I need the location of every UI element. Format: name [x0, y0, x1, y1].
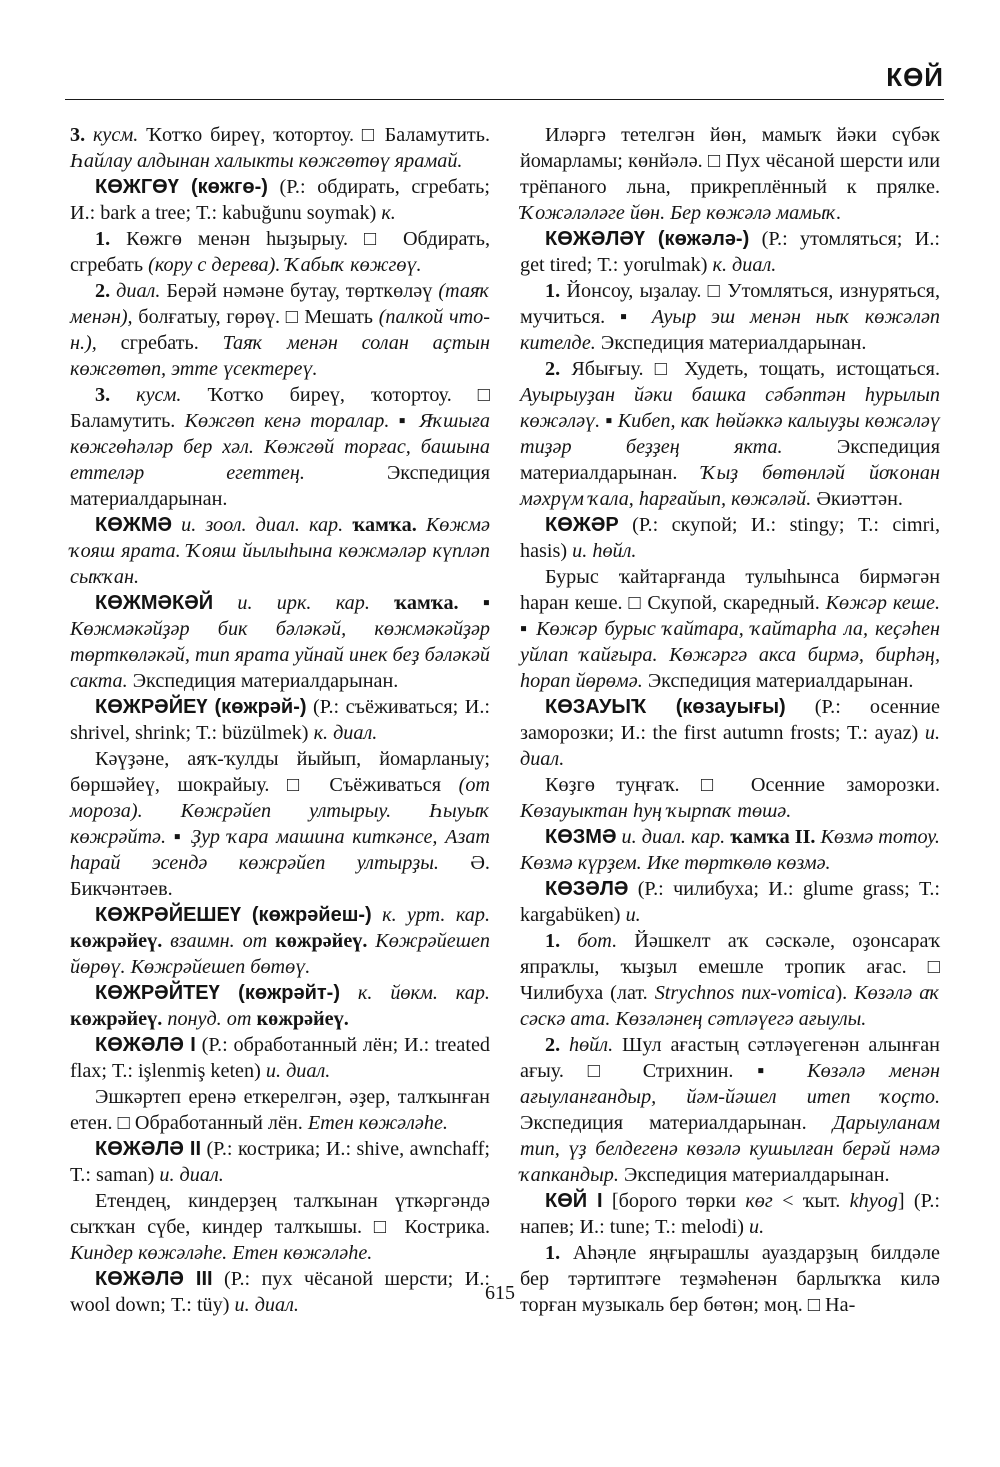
entry-text: ▪: [600, 410, 618, 432]
dictionary-entry: [520, 122, 940, 226]
entry-text: к. диал.: [712, 254, 777, 276]
entry-text: Көжмә ҡояш ярата. Ҡояш йылыһына көжмәләр күпләп сыҡҡан.: [70, 514, 491, 588]
dictionary-entry: [520, 564, 940, 694]
entry-text: Көжәр кеше.: [825, 592, 940, 614]
entry-text: Иләргә тетелгән йөн, мамыҡ йәки сүбәк йомарламы; көнйәлә. □ Пух чёсаной шерсти или трёпаного льна, прикреплённый к прялке.: [520, 124, 940, 198]
dictionary-entry: [70, 746, 490, 902]
entry-text: 3.: [70, 124, 93, 146]
entry-text: Ҡотҡо биреү, ҡотортоу. □ Баламутить.: [70, 384, 491, 432]
entry-headword: КӨЖРӘЙЕШЕҮ (көжрәйеш-): [95, 904, 372, 926]
entry-text: Көзауыктан һуң ҡырпаҡ төшә.: [520, 800, 792, 822]
entry-text: (Р.: пух чёсаной шерсти; И.: wool down; Т.: tüy): [70, 1268, 490, 1316]
entry-text: Етен көжәләһе.: [307, 1112, 448, 1134]
entry-text: 3.: [95, 384, 137, 406]
entry-text: khyog: [849, 1190, 898, 1212]
entry-text: и. диал.: [159, 1164, 224, 1186]
entry-text: Көжмәкәйҙәр бик бәләкәй, көжмәкәйҙәр төрткөләкәй, тип ярата уйнай инек беҙ бәләкәй сакта.: [70, 618, 490, 692]
entry-headword: КӨЖӘР: [545, 514, 619, 536]
dictionary-entry: [520, 278, 940, 356]
entry-text: ҡамҡа.: [343, 514, 417, 536]
entry-text: Экспедиция материалдарынан.: [618, 1164, 890, 1186]
entry-text: Strychnos nux-vomica: [654, 982, 836, 1004]
entry-text: ҡамҡа II.: [725, 826, 816, 848]
entry-text: (палкой что-н.),: [70, 306, 490, 354]
entry-text: взаимн. от: [162, 930, 268, 952]
dictionary-entry: [520, 876, 940, 928]
entry-text: Ауырыуҙан йәки башка сәбәптән һурылып көжәләү.: [520, 384, 940, 432]
entry-headword: КӨЖМӘ: [95, 514, 173, 536]
dictionary-entry: [70, 590, 490, 694]
dictionary-entry: [520, 928, 940, 1032]
entry-text: Экспедиция материалдарынан.: [595, 332, 867, 354]
entry-text: и. зоол. диал. кар.: [172, 514, 344, 536]
entry-text: Ҙур ҡара машина киткәнсе, Азат һарай эсендә көжрәйеп ултырҙы.: [70, 826, 490, 874]
entry-text: диал.: [116, 280, 161, 302]
entry-text: Ә. Бикчәнтәев.: [70, 852, 490, 900]
entry-headword: КӨЖРӘЙЕҮ (көжрәй-): [95, 696, 307, 718]
entry-text: Аһәңле яңғырашлы ауаздарҙың билдәле бер тәртиптәге теҙмәһенән барлыҡҡа килә торған музыкаль бер бөтөн; моң. □ На-: [520, 1242, 940, 1316]
entry-text: ▪: [520, 618, 537, 640]
dictionary-entry: [520, 824, 940, 876]
entry-text: Ҡожәләләге йөн. Бер көжәлә мамыҡ.: [520, 202, 842, 224]
dictionary-entry: [70, 174, 490, 226]
entry-text: 1.: [545, 280, 567, 302]
entry-text: Киндер көжәләһе. Етен көжәләһе.: [70, 1242, 373, 1264]
entry-text: (Р.: кострика; И.: shive, awnchaff; Т.: saman): [70, 1138, 490, 1186]
entry-text: Кибеп, каҡ һөйәккә калыуҙы көжәләү тиҙәр беҙҙең якта.: [520, 410, 940, 458]
dictionary-entry: [520, 356, 940, 512]
entry-text: Көжгө менән һыҙырыу. □ Обдирать, сгребать: [70, 228, 490, 276]
entry-text: < ҡыт.: [772, 1190, 850, 1212]
entry-text: Көжрәйешеп йөрөү. Көжрәйешеп бөтөү.: [70, 930, 490, 978]
entry-text: (Р.: скупой; И.: stingy; Т.: cimri, hasis): [520, 514, 940, 562]
entry-headword: КӨЙ I: [545, 1190, 603, 1212]
dictionary-entry: [520, 1188, 940, 1240]
dictionary-entry: [520, 1240, 940, 1318]
entry-text: 1.: [545, 1242, 573, 1264]
entry-text: Яҡшыға көжгөһәләр бер хәл. Көжгөй торғас, башына еттеләр егеттең.: [70, 410, 490, 484]
entry-headword: КӨЖГӨҮ (көжгө-): [95, 176, 268, 198]
dictionary-entry: [70, 226, 490, 278]
dictionary-entry: [520, 226, 940, 278]
entry-text: Экспедиция материалдарынан.: [520, 436, 940, 484]
entry-headword: КӨЖМӘКӘЙ: [95, 592, 214, 614]
running-head: КӨЙ: [886, 62, 944, 92]
entry-text: и.: [749, 1216, 765, 1238]
entry-text: и. диал. кар.: [616, 826, 726, 848]
dictionary-entry: [70, 278, 490, 382]
dictionary-entry: [70, 980, 490, 1032]
entry-text: көжрәйеү.: [267, 930, 368, 952]
entry-text: Ҡотҡо биреү, ҡотортоу. □ Баламутить.: [138, 124, 490, 146]
entry-text: (от мороза). Көжрәйеп ултырыу. Һыуыҡ көжрәйтә.: [70, 774, 490, 848]
entry-text: кусм.: [92, 124, 139, 146]
dictionary-entry: [70, 1136, 490, 1188]
entry-text: Көзәлә менән ағыуланғандыр, йәм-йәшел итеп ҡоҫто.: [520, 1060, 940, 1108]
entry-text: Ябығыу. □ Худеть, тощать, истощаться.: [571, 358, 941, 380]
entry-text: к.: [381, 202, 396, 224]
entry-text: и. һөйл.: [572, 540, 637, 562]
entry-text: 1.: [545, 930, 578, 952]
entry-text: ▪: [458, 592, 491, 614]
entry-text: к. диал.: [313, 722, 378, 744]
entry-text: [борого төрки: [602, 1190, 746, 1212]
entry-text: ).: [835, 982, 855, 1004]
entry-text: ▪: [389, 410, 420, 432]
entry-text: Ҡыҙ бөтөнләй йоҡонан мәхрүм ҡала, һарғайып, көжәләй.: [520, 462, 940, 510]
page-number: 615: [485, 1282, 515, 1304]
entry-headword: КӨЖӘЛӘҮ (көжәлә-): [545, 228, 750, 250]
entry-text: понуд. от: [162, 1008, 252, 1030]
entry-text: Көзмә тотоу. Көзмә күрҙем. Ике төрткөлө көзмә.: [520, 826, 940, 874]
dictionary-entry: [70, 382, 490, 512]
entry-text: Һайлау алдынан халыкты көжгөтөү ярамай.: [70, 150, 463, 172]
entry-text: болғатыу, гөрөү. □ Мешать: [132, 306, 379, 328]
entry-text: ] (Р.: напев; И.: tune; Т.: melodi): [520, 1190, 940, 1238]
entry-text: бот.: [577, 930, 618, 952]
entry-headword: КӨЗӘЛӘ: [545, 878, 629, 900]
entry-text: и. диал.: [520, 722, 940, 770]
entry-text: Экспедиция материалдарынан.: [127, 670, 399, 692]
entry-text: Экспедиция материалдарынан.: [70, 462, 490, 510]
entry-text: к. урт. кар.: [371, 904, 490, 926]
left-column: [70, 122, 490, 1318]
entry-text: Шул ағастың сәтләүегенән алынған ағыу. □ Стрихнин. ▪: [520, 1034, 940, 1082]
dictionary-entry: [70, 122, 490, 174]
entry-text: (Р.: чилибуха; И.: glume grass; Т.: kargabüken): [520, 878, 940, 926]
entry-text: Бурыс ҡайтарғанда тулыһынса бирмәгән һаран кеше. □ Скупой, скаредный.: [520, 566, 940, 614]
entry-text: (Р.: утомляться; И.: get tired; Т.: yorulmak): [520, 228, 940, 276]
entry-text: Көзәлә аҡ сәскә ата. Көзәләнең сәтләүегә ағыулы.: [520, 982, 940, 1030]
entry-text: Экспедиция материалдарынан.: [520, 1112, 833, 1134]
entry-text: Кәүҙәне, аяҡ-ҡулды йыйып, йомарланыу; бөршәйеү, шокрайыу. □ Съёживаться: [70, 748, 490, 796]
entry-text: (кору с дерева). Ҡабыҡ көжгөү.: [148, 254, 422, 276]
entry-text: Ауыр эш менән ныҡ көжәләп кителде.: [520, 306, 940, 354]
dictionary-entry: [520, 1032, 940, 1188]
entry-text: Берәй нәмәне бутау, төрткөләү: [160, 280, 439, 302]
entry-text: ▪: [166, 826, 192, 848]
entry-text: көжрәйеү.: [70, 1008, 163, 1030]
entry-text: һөйл.: [568, 1034, 614, 1056]
entry-headword: КӨЖӘЛӘ I: [95, 1034, 196, 1056]
entry-text: көг: [745, 1190, 773, 1212]
dictionary-entry: [520, 694, 940, 772]
entry-text: и. ирк. кар.: [213, 592, 370, 614]
entry-text: көжрәйеү.: [251, 1008, 349, 1030]
dictionary-entry: [70, 902, 490, 980]
entry-text: Экспедиция материалдарынан.: [642, 670, 914, 692]
entry-text: Көжәр бурыс ҡайтара, ҡайтарһа ла, кеҫәһен уйлап ҡайғыра. Көжәргә акса бирмә, бирһәң, һорап йөрөмә.: [520, 618, 940, 692]
header-rule: [65, 99, 944, 100]
entry-text: Дарыуланам тип, үҙ белдегенә көзәлә кушылған берәй нәмә ҡапкандыр.: [520, 1112, 940, 1186]
entry-headword: КӨЖРӘЙТЕҮ (көжрәйт-): [95, 982, 340, 1004]
entry-text: Көҙгө туңғаҡ. □ Осенние заморозки.: [545, 774, 940, 796]
dictionary-entry: [70, 512, 490, 590]
dictionary-entry: [70, 694, 490, 746]
entry-text: Әкиәттән.: [811, 488, 903, 510]
entry-text: 2.: [545, 1034, 569, 1056]
entry-text: Таяҡ менән солан аҫтын көжгөтөп, этте үсектереү.: [70, 332, 490, 380]
entry-text: Етендең, киндерҙең талҡынан үткәргәндә сыҡҡан сүбе, киндер талҡышы. □ Кострика.: [70, 1190, 490, 1238]
dictionary-entry: [70, 1084, 490, 1136]
entry-text: Эшкәртеп еренә еткерелгән, әҙер, талҡынған етен. □ Обработанный лён.: [70, 1086, 490, 1134]
entry-text: (Р.: осенние заморозки; И.: the first autumn frosts; Т.: ayaz): [520, 696, 940, 744]
entry-text: и. диал.: [234, 1294, 299, 1316]
entry-text: к. йөкм. кар.: [340, 982, 490, 1004]
entry-text: Йәшкелт аҡ сәскәле, оҙонсараҡ япраҡлы, ҡыҙыл емешле тропик ағас. □ Чилибуха (лат.: [520, 930, 940, 1004]
entry-text: 2.: [95, 280, 117, 302]
entry-headword: КӨЗАУЫҠ (көзауығы): [545, 696, 786, 718]
entry-text: 2.: [545, 358, 572, 380]
entry-headword: КӨЗМӘ: [545, 826, 617, 848]
entry-headword: КӨЖӘЛӘ II: [95, 1138, 201, 1160]
dictionary-entry: [70, 1032, 490, 1084]
entry-text: сгребать.: [96, 332, 223, 354]
entry-text: (Р.: обработанный лён; И.: treated flax; Т.: işlenmiş keten): [70, 1034, 491, 1082]
entry-text: (Р.: съёживаться; И.: shrivel, shrink; Т.: büzülmek): [70, 696, 490, 744]
entry-text: кусм.: [136, 384, 182, 406]
entry-text: и.: [625, 904, 641, 926]
entry-text: (Р.: обдирать, сгребать; И.: bark a tree; Т.: kabuğunu soymak): [70, 176, 490, 224]
entry-text: Көжгөп кенә торалар.: [184, 410, 390, 432]
entry-text: көжрәйеү.: [70, 930, 163, 952]
right-column: [520, 122, 940, 1318]
dictionary-entry: [520, 512, 940, 564]
entry-text: 1.: [95, 228, 127, 250]
entry-text: и. диал.: [265, 1060, 331, 1082]
entry-text: Йонсоу, ыҙалау. □ Утомляться, изнуряться, мучиться. ▪: [520, 280, 941, 328]
entry-headword: КӨЖӘЛӘ III: [95, 1268, 213, 1290]
dictionary-entry: [520, 772, 940, 824]
entry-text: ҡамҡа.: [369, 592, 459, 614]
dictionary-entry: [70, 1188, 490, 1266]
entry-text: (таяҡ менән),: [70, 280, 490, 328]
